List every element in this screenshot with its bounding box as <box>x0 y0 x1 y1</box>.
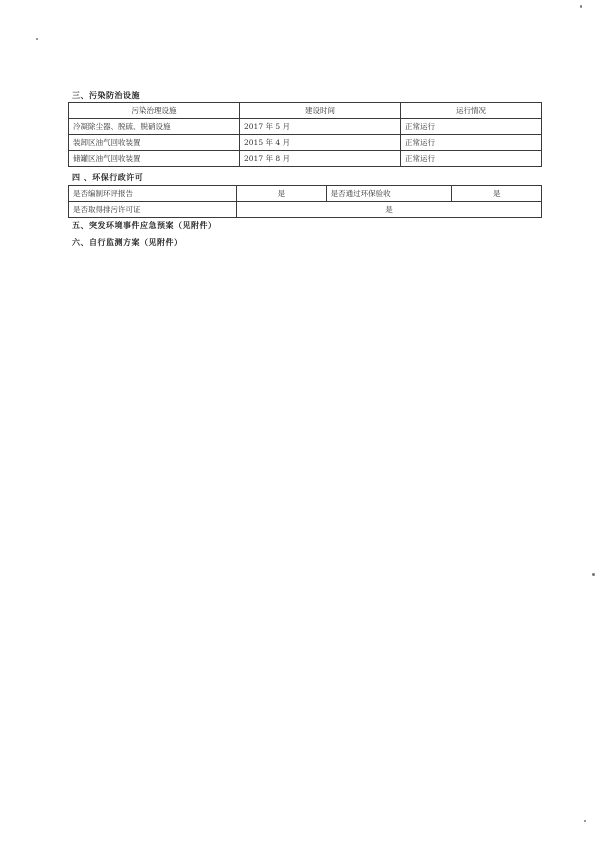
status-cell: 正常运行 <box>401 119 542 135</box>
eia-label: 是否编制环评报告 <box>69 186 237 202</box>
table-row <box>69 119 542 135</box>
permit-row-2 <box>69 202 542 218</box>
header-facility: 污染治理设施 <box>69 103 240 119</box>
scan-speck <box>36 38 38 40</box>
section-3-heading: 三、污染防治设施 <box>72 90 140 100</box>
scan-speck <box>592 573 595 576</box>
pollution-facilities-table <box>68 102 542 167</box>
scan-speck <box>584 820 586 822</box>
table-row <box>69 135 542 151</box>
permit-table <box>68 185 542 218</box>
status-cell: 正常运行 <box>401 151 542 167</box>
table-header-row <box>69 103 542 119</box>
header-status: 运行情况 <box>401 103 542 119</box>
build-time-cell: 2015 年 4 月 <box>240 135 401 151</box>
build-time-cell: 2017 年 8 月 <box>240 151 401 167</box>
acceptance-value: 是 <box>452 186 542 202</box>
section-5-heading: 五、突发环境事件应急预案（见附件） <box>72 220 217 230</box>
acceptance-label: 是否通过环保验收 <box>326 186 452 202</box>
table-row <box>69 151 542 167</box>
permit-license-label: 是否取得排污许可证 <box>69 202 237 218</box>
section-6-heading: 六、自行监测方案（见附件） <box>72 237 183 247</box>
section-4-heading: 四 、环保行政许可 <box>72 172 144 182</box>
scan-speck <box>580 5 582 8</box>
permit-row-1 <box>69 186 542 202</box>
header-build-time: 建设时间 <box>240 103 401 119</box>
permit-license-value: 是 <box>237 202 542 218</box>
status-cell: 正常运行 <box>401 135 542 151</box>
eia-value: 是 <box>237 186 327 202</box>
facility-cell: 装卸区油气回收装置 <box>69 135 240 151</box>
facility-cell: 冷凝除尘器、脱硫、脱硝设施 <box>69 119 240 135</box>
build-time-cell: 2017 年 5 月 <box>240 119 401 135</box>
facility-cell: 储罐区油气回收装置 <box>69 151 240 167</box>
